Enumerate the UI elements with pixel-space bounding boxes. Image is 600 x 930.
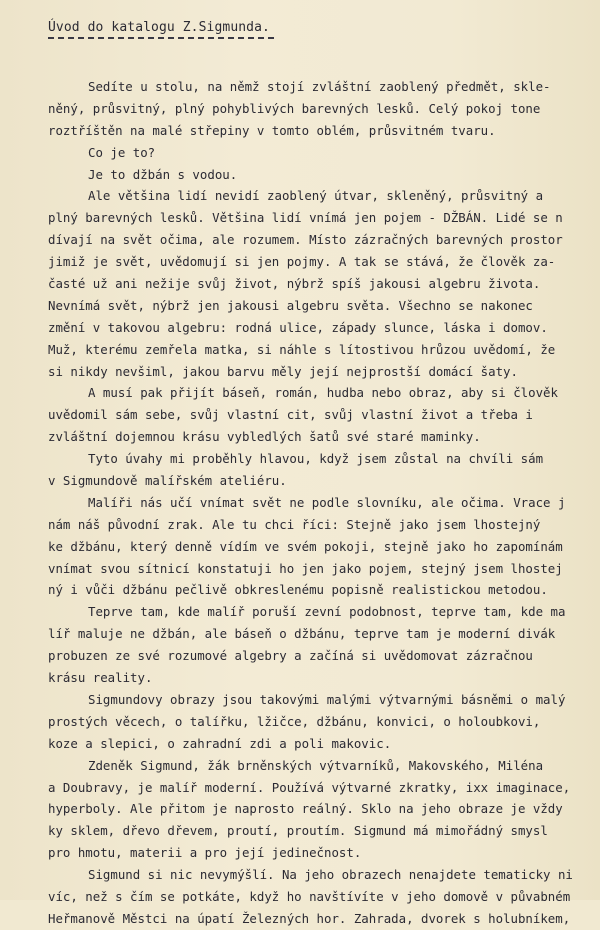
text-line — [0, 798, 600, 820]
text-line — [0, 733, 600, 755]
text-line-content: ky sklem, dřevo dřevem, proutí, proutím. Sigmund má mimořádný smysl — [48, 823, 548, 839]
text-line — [0, 207, 600, 229]
text-line-content: Teprve tam, kde malíř poruší zevní podobnost, teprve tam, kde ma — [88, 604, 566, 620]
text-line — [0, 339, 600, 361]
text-line — [0, 864, 600, 886]
text-line — [0, 579, 600, 601]
text-line-content: koze a slepici, o zahradní zdi a poli makovic. — [48, 735, 392, 751]
text-line-content: časté už ani nežije svůj život, nýbrž spíš jakousi algebru života. — [48, 276, 541, 292]
text-line-content: změní v takovou algebru: rodná ulice, západy slunce, láska i domov. — [48, 319, 548, 335]
text-line — [0, 404, 600, 426]
text-line — [0, 426, 600, 448]
document-body — [0, 76, 600, 930]
text-line-content: ke džbánu, který denně vídím ve svém pokoji, stejně jako ho zapomínám — [48, 538, 563, 554]
text-line — [0, 842, 600, 864]
text-line-content: pro hmotu, materii a pro její jedinečnost. — [48, 845, 362, 861]
text-line — [0, 98, 600, 120]
text-line — [0, 295, 600, 317]
text-line-content: Malíři nás učí vnímat svět ne podle slovníku, ale očima. Vrace j — [88, 494, 566, 510]
title-underline — [48, 37, 274, 39]
text-line — [0, 382, 600, 404]
text-line-content: zvláštní dojemnou krásu vybledlých šatů své staré maminky. — [48, 429, 481, 445]
text-line — [0, 645, 600, 667]
text-line — [0, 711, 600, 733]
text-line — [0, 558, 600, 580]
text-line-content: roztříštěn na malé střepiny v tomto oblém, průsvitném tvaru. — [48, 122, 496, 138]
text-line — [0, 76, 600, 98]
text-line — [0, 514, 600, 536]
text-line-content: Zdeněk Sigmund, žák brněnských výtvarníků, Makovského, Miléna — [88, 757, 544, 773]
text-line-content: krásu reality. — [48, 670, 153, 686]
text-line-content: Sigmund si nic nevymýšlí. Na jeho obrazech nenajdete tematicky ni — [88, 867, 573, 883]
text-line — [0, 470, 600, 492]
text-line — [0, 164, 600, 186]
text-line — [0, 142, 600, 164]
text-line — [0, 229, 600, 251]
text-line-content: nám náš původní zrak. Ale tu chci říci: Stejně jako jsem lhostejný — [48, 516, 541, 532]
text-line — [0, 492, 600, 514]
text-line — [0, 601, 600, 623]
text-line — [0, 273, 600, 295]
text-line — [0, 536, 600, 558]
text-line — [0, 448, 600, 470]
text-line — [0, 689, 600, 711]
text-line-content: Sedíte u stolu, na němž stojí zvláštní zaoblený předmět, skle- — [88, 79, 551, 94]
text-line-content: Heřmanově Městci na úpatí Železných hor. Zahrada, dvorek s holubníkem, — [48, 910, 571, 926]
text-line-content: a Doubravy, je malíř moderní. Používá výtvarné zkratky, ixx imaginace, — [48, 779, 571, 795]
text-line — [0, 361, 600, 383]
document-title: Úvod do katalogu Z.Sigmunda. — [48, 20, 270, 35]
text-line — [0, 623, 600, 645]
text-line — [0, 755, 600, 777]
text-line-content: ný i vůči džbánu pečlivě obkreslenému popisně realistickou metodou. — [48, 582, 548, 598]
text-line — [0, 908, 600, 930]
text-line-content: uvědomil sám sebe, svůj vlastní cit, svůj vlastní život a třeba i — [48, 407, 533, 423]
text-line-content: něný, průsvitný, plný pohyblivých barevných lesků. Celý pokoj tone — [48, 100, 541, 116]
text-line — [0, 820, 600, 842]
text-line-content: Muž, kterému zemřela matka, si náhle s lítostivou hrůzou uvědomí, že — [48, 341, 556, 357]
text-line — [0, 317, 600, 339]
text-line-content: v Sigmundově malířském ateliéru. — [48, 473, 287, 489]
text-line-content: Co je to? — [88, 144, 156, 160]
text-line-content: vnímat svou sítnicí konstatuji ho jen jako pojem, stejný jsem lhostej — [48, 560, 563, 576]
text-line-content: dívají na svět očima, ale rozumem. Místo zázračných barevných prostor — [48, 232, 563, 248]
text-line-content: jimiž je svět, uvědomují si jen pojmy. A tak se stává, že člověk za- — [48, 254, 556, 270]
text-line-content: líř maluje ne džbán, ale báseň o džbánu, teprve tam je moderní divák — [48, 626, 556, 642]
text-line-content: Nevnímá svět, nýbrž jen jakousi algebru světa. Všechno se nakonec — [48, 297, 533, 313]
text-line-content: Ale většina lidí nevidí zaoblený útvar, skleněný, průsvitný a — [88, 188, 544, 204]
text-line — [0, 120, 600, 142]
text-line-content: probuzen ze své rozumové algebry a začíná si uvědomovat zázračnou — [48, 648, 533, 664]
text-line-content: Je to džbán s vodou. — [88, 166, 238, 182]
text-line-content: A musí pak přijít báseň, román, hudba nebo obraz, aby si člověk — [88, 385, 558, 401]
text-line — [0, 777, 600, 799]
text-line — [0, 185, 600, 207]
text-line-content: prostých věcech, o talířku, lžičce, džbánu, konvici, o holoubkovi, — [48, 713, 541, 729]
text-line-content: plný barevných lesků. Většina lidí vnímá jen pojem - DŽBÁN. Lidé se n — [48, 210, 563, 226]
text-line-content: Sigmundovy obrazy jsou takovými malými výtvarnými básněmi o malý — [88, 691, 566, 707]
text-line-content: Tyto úvahy mi proběhly hlavou, když jsem zůstal na chvíli sám — [88, 451, 544, 467]
text-line — [0, 886, 600, 908]
text-line-content: víc, než s čím se potkáte, když ho navštívíte v jeho domově v půvabném — [48, 888, 571, 904]
text-line — [0, 667, 600, 689]
text-line — [0, 251, 600, 273]
text-line-content: si nikdy nevšiml, jakou barvu měly její nejprostší domácí šaty. — [48, 363, 518, 379]
text-line-content: hyperboly. Ale přitom je naprosto reálný. Sklo na jeho obraze je vždy — [48, 801, 563, 817]
